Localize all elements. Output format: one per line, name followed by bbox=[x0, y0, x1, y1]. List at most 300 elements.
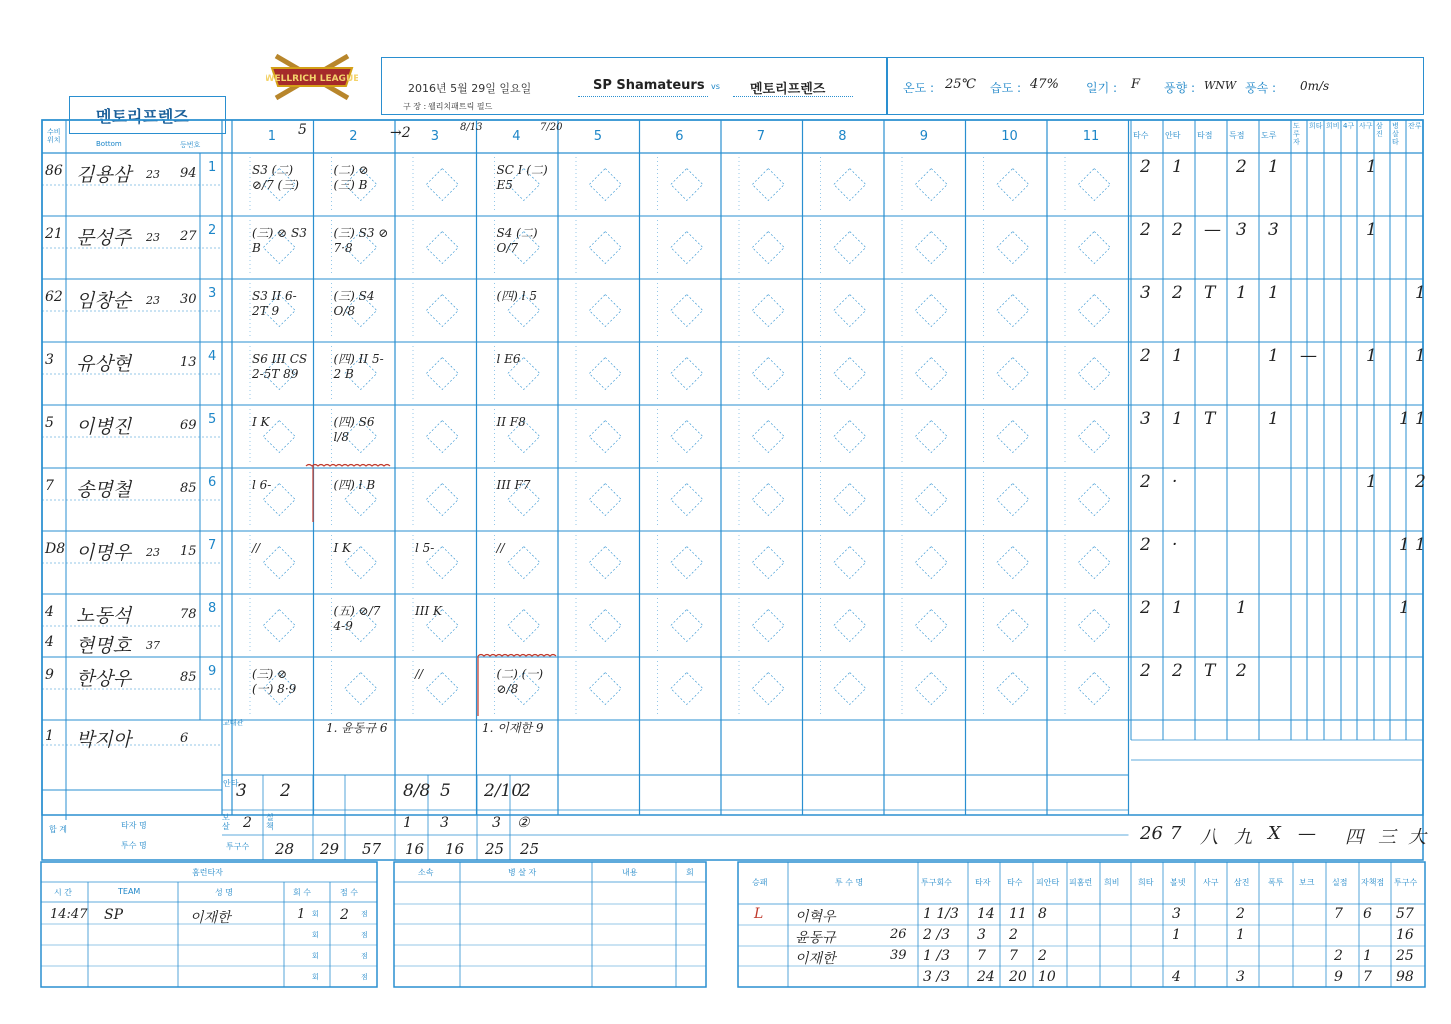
base-diamond bbox=[426, 232, 458, 264]
inning-hits-total: 2 bbox=[520, 781, 531, 801]
player-stat: 1 bbox=[1236, 283, 1247, 303]
base-diamond bbox=[997, 547, 1029, 579]
pitcher-k: 3 bbox=[1236, 969, 1245, 985]
at-bat-notation: // bbox=[252, 541, 261, 555]
stat-header: 잔루 bbox=[1408, 122, 1422, 130]
base-diamond bbox=[834, 547, 866, 579]
batting-order: 4 bbox=[208, 349, 217, 364]
at-bat-notation: l 5- bbox=[415, 541, 435, 555]
at-bat-notation: I K bbox=[333, 541, 352, 555]
player-stat: 1 bbox=[1268, 283, 1279, 303]
inning-walks-total: ② bbox=[517, 815, 530, 831]
base-diamond bbox=[671, 358, 703, 390]
injury-header: 소속 bbox=[418, 868, 434, 877]
inning-hits-total: 2 bbox=[280, 781, 291, 801]
player-name: 한상우 bbox=[76, 668, 132, 690]
pitcher-header: 투구회수 bbox=[921, 878, 952, 887]
score-unit: 점 bbox=[361, 952, 368, 960]
inning-header-1: 1 bbox=[267, 129, 277, 144]
pitcher-header: 폭투 bbox=[1268, 878, 1284, 887]
humidity-label: 습도 : bbox=[990, 81, 1022, 95]
pitcher-np: 16 bbox=[1396, 927, 1414, 943]
base-diamond bbox=[834, 484, 866, 516]
player-back-number: 69 bbox=[180, 418, 197, 433]
stat-total: — bbox=[1298, 823, 1316, 844]
player-stat: 1 bbox=[1366, 220, 1377, 240]
base-diamond bbox=[1078, 232, 1110, 264]
player-position: 4 bbox=[45, 604, 54, 620]
base-diamond bbox=[834, 169, 866, 201]
inning-note-4: 7/20 bbox=[540, 122, 563, 133]
player-name: 김용삼 bbox=[76, 164, 132, 186]
wind-dir-value: WNW bbox=[1204, 79, 1237, 92]
homerun-time: 14:47 bbox=[50, 907, 88, 922]
base-diamond bbox=[1078, 421, 1110, 453]
inning-pitches-total: 28 bbox=[275, 840, 295, 858]
player-back-number: 94 bbox=[180, 166, 197, 181]
stat-total: 26 bbox=[1140, 823, 1163, 844]
player-stat: T bbox=[1204, 661, 1216, 681]
team-name: 멘토리프렌즈 bbox=[96, 107, 189, 126]
base-diamond bbox=[915, 358, 947, 390]
player-position: 62 bbox=[45, 289, 63, 305]
inning-note-3: 8/13 bbox=[460, 122, 483, 133]
inning-header-7: 7 bbox=[756, 129, 766, 144]
player-position: 4 bbox=[45, 634, 54, 650]
base-diamond bbox=[915, 232, 947, 264]
player-stat: 2 bbox=[1140, 346, 1151, 366]
inning-header-11: 11 bbox=[1082, 129, 1100, 144]
homerun-header: 회 수 bbox=[293, 888, 311, 897]
inning-unit: 회 bbox=[312, 952, 319, 960]
base-diamond bbox=[752, 547, 784, 579]
stat-total: 八 bbox=[1200, 827, 1218, 848]
inning-header-2: 2 bbox=[349, 129, 358, 144]
player-back-number: 78 bbox=[180, 607, 197, 622]
player-position: 1 bbox=[45, 728, 54, 744]
base-diamond bbox=[1078, 484, 1110, 516]
vs-label: vs bbox=[711, 82, 720, 91]
player-stat: 3 bbox=[1140, 409, 1151, 429]
base-diamond bbox=[1078, 295, 1110, 327]
base-diamond bbox=[834, 358, 866, 390]
base-diamond bbox=[915, 169, 947, 201]
player-position: D8 bbox=[45, 541, 66, 557]
stat-header: 도루 bbox=[1261, 131, 1277, 140]
base-diamond bbox=[915, 295, 947, 327]
pitcher-number: 39 bbox=[890, 948, 907, 963]
wind-dir-label: 풍향 : bbox=[1164, 81, 1196, 95]
stat-total: 三 bbox=[1378, 827, 1396, 848]
pitcher-h: 8 bbox=[1038, 906, 1047, 922]
player-name: 이명우 bbox=[76, 542, 132, 564]
batting-order: 1 bbox=[208, 160, 217, 175]
inning-pitches-total: 29 bbox=[320, 840, 340, 858]
player-stat: 2 bbox=[1140, 535, 1151, 555]
stat-total: 四 bbox=[1345, 827, 1363, 848]
pitcher-number: 26 bbox=[890, 927, 907, 942]
player-back-number: 85 bbox=[180, 481, 197, 496]
pitcher-bb: 3 bbox=[1172, 906, 1181, 922]
base-diamond bbox=[1078, 673, 1110, 705]
player-stat: 1 bbox=[1172, 157, 1183, 177]
base-diamond bbox=[752, 295, 784, 327]
at-bat-notation: (四) l 5 bbox=[496, 289, 537, 303]
player-age: 23 bbox=[146, 231, 160, 244]
base-diamond bbox=[997, 169, 1029, 201]
base-diamond bbox=[752, 484, 784, 516]
base-diamond bbox=[671, 169, 703, 201]
pitcher-name: 윤동규 bbox=[795, 930, 836, 946]
base-diamond bbox=[997, 673, 1029, 705]
at-bat-notation: (二) (一) ⊘/8 bbox=[496, 667, 544, 696]
player-name: 이병진 bbox=[76, 416, 132, 438]
pitcher-innings: 3 /3 bbox=[923, 969, 950, 985]
inning-unit: 회 bbox=[312, 973, 319, 981]
base-diamond bbox=[671, 547, 703, 579]
homerun-header: TEAM bbox=[118, 887, 141, 896]
stat-header: 안타 bbox=[1165, 131, 1181, 140]
at-bat-notation: III K bbox=[415, 604, 442, 618]
player-stat: — bbox=[1204, 220, 1221, 240]
sky-label: 일기 : bbox=[1086, 81, 1118, 95]
base-diamond bbox=[752, 169, 784, 201]
pitcher-r: 9 bbox=[1334, 969, 1343, 985]
at-bat-notation: I K bbox=[252, 415, 270, 429]
hits-label: 안타 bbox=[223, 779, 239, 788]
at-bat-notation: (四) l B bbox=[333, 478, 376, 492]
stat-header: 4구 bbox=[1343, 122, 1355, 130]
pitcher-header: 타자 bbox=[975, 878, 991, 887]
player-name: 노동석 bbox=[76, 605, 132, 627]
player-back-number: 27 bbox=[180, 229, 197, 244]
pitcher-header: 삼진 bbox=[1234, 878, 1250, 887]
pitcher-np: 98 bbox=[1396, 969, 1414, 985]
base-diamond bbox=[915, 673, 947, 705]
stat-header: 사구 bbox=[1359, 122, 1373, 130]
pitcher-er: 6 bbox=[1363, 906, 1372, 922]
stat-header: 타수 bbox=[1133, 131, 1149, 140]
player-stat: 1 bbox=[1415, 283, 1426, 303]
pitcher-header: 승패 bbox=[752, 878, 768, 887]
base-diamond bbox=[263, 610, 295, 642]
pitcher-np: 25 bbox=[1396, 948, 1414, 964]
sum-label: 합 계 bbox=[49, 825, 67, 834]
at-bat-notation: l 6- bbox=[252, 478, 272, 492]
score-unit: 점 bbox=[361, 973, 368, 981]
batting-order: 5 bbox=[208, 412, 217, 427]
inning-header-10: 10 bbox=[1001, 129, 1018, 144]
inning-walks-total: 3 bbox=[440, 815, 449, 831]
temp-value: 25℃ bbox=[945, 77, 977, 92]
player-stat: 2 bbox=[1236, 157, 1247, 177]
player-stat: T bbox=[1204, 409, 1216, 429]
player-stat: 2 bbox=[1140, 472, 1151, 492]
inning-note-1: 5 bbox=[298, 122, 307, 138]
at-bat-notation: S3 (二) ⊘/7 (三) bbox=[252, 163, 299, 192]
player-stat: 1 bbox=[1366, 346, 1377, 366]
player-stat: · bbox=[1172, 535, 1178, 555]
pitcher-header: 사구 bbox=[1203, 878, 1219, 887]
homerun-header: 성 명 bbox=[215, 888, 233, 897]
player-position: 7 bbox=[45, 478, 54, 494]
base-diamond bbox=[671, 610, 703, 642]
base-diamond bbox=[589, 673, 621, 705]
player-stat: 1 bbox=[1236, 598, 1247, 618]
pitcher-bb: 4 bbox=[1172, 969, 1181, 985]
inning-walks-total: 3 bbox=[492, 815, 501, 831]
base-diamond bbox=[834, 421, 866, 453]
player-stat: 2 bbox=[1415, 472, 1426, 492]
player-stat: 2 bbox=[1236, 661, 1247, 681]
player-stat: T bbox=[1204, 283, 1216, 303]
pitcher-bf: 24 bbox=[977, 969, 995, 985]
injury-header: 병 살 자 bbox=[508, 868, 537, 877]
home-team: 멘토리프렌즈 bbox=[750, 82, 826, 97]
base-diamond bbox=[752, 358, 784, 390]
pitcher-er: 7 bbox=[1363, 969, 1372, 985]
base-diamond bbox=[752, 673, 784, 705]
stat-header: 병살타 bbox=[1392, 122, 1399, 146]
player-stat: · bbox=[1172, 472, 1178, 492]
batters-label: 타자 명 bbox=[121, 821, 147, 830]
pitcher-header: 자책점 bbox=[1361, 878, 1385, 887]
player-position: 9 bbox=[45, 667, 54, 683]
base-diamond bbox=[508, 610, 540, 642]
stadium-label: 구 장 : bbox=[403, 102, 427, 111]
player-stat: 1 bbox=[1399, 598, 1410, 618]
player-back-number: 30 bbox=[180, 292, 197, 307]
pitcher-header: 투구수 bbox=[1394, 878, 1418, 887]
wind-speed-value: 0m/s bbox=[1300, 79, 1330, 93]
pitcher-ab: 7 bbox=[1009, 948, 1018, 964]
score-unit: 점 bbox=[361, 910, 368, 918]
pitcher-header: 보크 bbox=[1299, 878, 1315, 887]
stat-header: 타점 bbox=[1197, 131, 1213, 140]
humidity-value: 47% bbox=[1030, 77, 1059, 92]
player-position: 5 bbox=[45, 415, 54, 431]
base-diamond bbox=[997, 421, 1029, 453]
player-stat: 1 bbox=[1415, 409, 1426, 429]
batting-order: 8 bbox=[208, 601, 217, 616]
run-scored-line bbox=[478, 655, 556, 657]
at-bat-notation: (二) ⊘ (三) B bbox=[333, 163, 369, 192]
player-stat: 2 bbox=[1140, 661, 1151, 681]
base-diamond bbox=[997, 232, 1029, 264]
inning-hits-total: 3 bbox=[236, 781, 247, 801]
stat-header: 삼진 bbox=[1376, 122, 1383, 138]
stat-header: 득점 bbox=[1229, 131, 1245, 140]
batting-order: 3 bbox=[208, 286, 217, 301]
pitcher-r: 7 bbox=[1334, 906, 1343, 922]
stat-total: X bbox=[1268, 823, 1281, 844]
pos-label: 수비위치 bbox=[47, 128, 61, 144]
player-name: 현명호 bbox=[76, 635, 132, 657]
homerun-inning: 1 bbox=[297, 907, 306, 922]
player-age: 23 bbox=[146, 546, 160, 559]
base-diamond bbox=[426, 295, 458, 327]
stadium-name: 웰리치패트릭 필드 bbox=[428, 102, 493, 111]
inning-walks-total: 1 bbox=[403, 815, 412, 831]
at-bat-notation: II F8 bbox=[496, 415, 526, 429]
base-diamond bbox=[997, 610, 1029, 642]
base-diamond bbox=[589, 610, 621, 642]
base-diamond bbox=[671, 673, 703, 705]
stat-total: 九 bbox=[1234, 827, 1252, 848]
injury-header: 회 bbox=[686, 868, 694, 877]
base-diamond bbox=[915, 484, 947, 516]
player-stat: 2 bbox=[1172, 220, 1183, 240]
pitcher-bf: 3 bbox=[977, 927, 986, 943]
pitcher-r: 2 bbox=[1334, 948, 1343, 964]
player-name: 임창순 bbox=[76, 290, 132, 312]
wind-speed-label: 풍속 : bbox=[1245, 81, 1277, 95]
pitcher-name: 이혁우 bbox=[795, 909, 836, 925]
player-stat: 3 bbox=[1236, 220, 1247, 240]
player-age: 37 bbox=[146, 639, 160, 652]
pitcher-name: 이재한 bbox=[795, 951, 836, 967]
base-diamond bbox=[671, 421, 703, 453]
game-date: 2016년 5월 29일 일요일 bbox=[408, 82, 532, 95]
player-stat: 1 bbox=[1399, 535, 1410, 555]
base-diamond bbox=[997, 358, 1029, 390]
homerun-header: 점 수 bbox=[340, 888, 358, 897]
at-bat-notation: (三) S4 O/8 bbox=[333, 289, 375, 318]
pitcher-innings: 1 1/3 bbox=[923, 906, 959, 922]
player-stat: 2 bbox=[1140, 220, 1151, 240]
at-bat-notation: S4 (二) O/7 bbox=[496, 226, 538, 255]
walks-label: 보살 bbox=[222, 813, 230, 831]
player-position: 86 bbox=[45, 163, 63, 179]
player-stat: — bbox=[1300, 346, 1317, 366]
base-diamond bbox=[834, 673, 866, 705]
base-diamond bbox=[997, 295, 1029, 327]
inning-pitches-total: 25 bbox=[520, 840, 540, 858]
base-diamond bbox=[752, 232, 784, 264]
inning-header-5: 5 bbox=[593, 129, 603, 144]
inning-pitches-total: 16 bbox=[445, 840, 465, 858]
base-diamond bbox=[589, 547, 621, 579]
batting-order: 2 bbox=[208, 223, 217, 238]
inning-header-6: 6 bbox=[675, 129, 684, 144]
run-scored-line bbox=[306, 465, 390, 467]
base-diamond bbox=[589, 484, 621, 516]
player-stat: 1 bbox=[1366, 157, 1377, 177]
at-bat-notation: (四) II 5-2 B bbox=[333, 352, 384, 381]
pitcher-innings: 1 /3 bbox=[923, 948, 950, 964]
pitches-label: 투구수 bbox=[226, 842, 250, 851]
player-stat: 1 bbox=[1399, 409, 1410, 429]
base-diamond bbox=[915, 547, 947, 579]
player-name: 유상현 bbox=[76, 353, 132, 375]
stat-header: 희비 bbox=[1326, 122, 1340, 130]
player-back-number: 13 bbox=[180, 355, 197, 370]
base-diamond bbox=[915, 610, 947, 642]
base-diamond bbox=[752, 421, 784, 453]
player-stat: 2 bbox=[1172, 283, 1183, 303]
base-diamond bbox=[426, 484, 458, 516]
at-bat-notation: (四) S6 l/8 bbox=[333, 415, 375, 444]
base-diamond bbox=[997, 484, 1029, 516]
pitcher-k: 2 bbox=[1236, 906, 1245, 922]
back-number-label: 등번호 bbox=[180, 141, 201, 149]
pitcher-er: 1 bbox=[1363, 948, 1372, 964]
base-diamond bbox=[1078, 547, 1110, 579]
bottom-label: Bottom bbox=[96, 140, 122, 148]
inning-walks-total: 2 bbox=[243, 815, 252, 831]
at-bat-notation: // bbox=[415, 667, 424, 681]
player-stat: 2 bbox=[1140, 157, 1151, 177]
homerun-team: SP bbox=[104, 907, 124, 923]
base-diamond bbox=[589, 232, 621, 264]
player-name: 문성주 bbox=[76, 227, 132, 249]
base-diamond bbox=[589, 358, 621, 390]
player-position: 21 bbox=[45, 226, 63, 242]
inning-hits-total: 8/8 bbox=[403, 781, 431, 801]
sky-value: F bbox=[1131, 77, 1141, 92]
inning-header-9: 9 bbox=[919, 129, 929, 144]
player-name: 박지아 bbox=[76, 729, 132, 751]
pitcher-header: 볼넷 bbox=[1170, 878, 1186, 887]
player-stat: 1 bbox=[1268, 157, 1279, 177]
injury-header: 내용 bbox=[622, 868, 638, 877]
inning-header-3: 3 bbox=[430, 129, 440, 144]
inning-hits-total: 5 bbox=[440, 781, 451, 801]
stat-total: 大 bbox=[1408, 827, 1426, 848]
pitchers-count-label: 투수 명 bbox=[121, 841, 147, 850]
base-diamond bbox=[752, 610, 784, 642]
change-note-1: 1. 윤동규 6 bbox=[326, 721, 388, 735]
homerun-header: 시 간 bbox=[54, 888, 72, 897]
pitcher-bb: 1 bbox=[1172, 927, 1181, 943]
away-team: SP Shamateurs bbox=[593, 78, 705, 93]
pitcher-header: 희타 bbox=[1138, 878, 1154, 887]
base-diamond bbox=[671, 232, 703, 264]
base-diamond bbox=[1078, 610, 1110, 642]
player-stat: 1 bbox=[1415, 535, 1426, 555]
pitcher-k: 1 bbox=[1236, 927, 1245, 943]
player-stat: 2 bbox=[1172, 661, 1183, 681]
pitcher-result: L bbox=[754, 906, 764, 922]
base-diamond bbox=[834, 610, 866, 642]
base-diamond bbox=[589, 169, 621, 201]
at-bat-notation: l E6 bbox=[496, 352, 521, 366]
base-diamond bbox=[426, 421, 458, 453]
player-stat: 1 bbox=[1172, 409, 1183, 429]
base-diamond bbox=[589, 421, 621, 453]
temp-label: 온도 : bbox=[903, 81, 935, 95]
player-stat: 1 bbox=[1268, 346, 1279, 366]
player-back-number: 85 bbox=[180, 670, 197, 685]
pitcher-np: 57 bbox=[1396, 906, 1414, 922]
pitcher-ab: 20 bbox=[1009, 969, 1027, 985]
player-back-number: 15 bbox=[180, 544, 197, 559]
player-age: 23 bbox=[146, 294, 160, 307]
at-bat-notation: (三) S3 ⊘ 7·8 bbox=[333, 226, 389, 255]
player-age: 23 bbox=[146, 168, 160, 181]
base-diamond bbox=[1078, 169, 1110, 201]
pitcher-header: 투 수 명 bbox=[835, 878, 864, 887]
pitcher-header: 희비 bbox=[1104, 878, 1120, 887]
inning-hits-total: 2/10 bbox=[484, 781, 523, 801]
at-bat-notation: SC I (二) E5 bbox=[496, 163, 548, 192]
base-diamond bbox=[671, 295, 703, 327]
base-diamond bbox=[834, 232, 866, 264]
batting-order: 6 bbox=[208, 475, 217, 490]
base-diamond bbox=[671, 484, 703, 516]
inning-note-2: →2 bbox=[390, 125, 411, 141]
homerun-name: 이재한 bbox=[190, 910, 231, 926]
